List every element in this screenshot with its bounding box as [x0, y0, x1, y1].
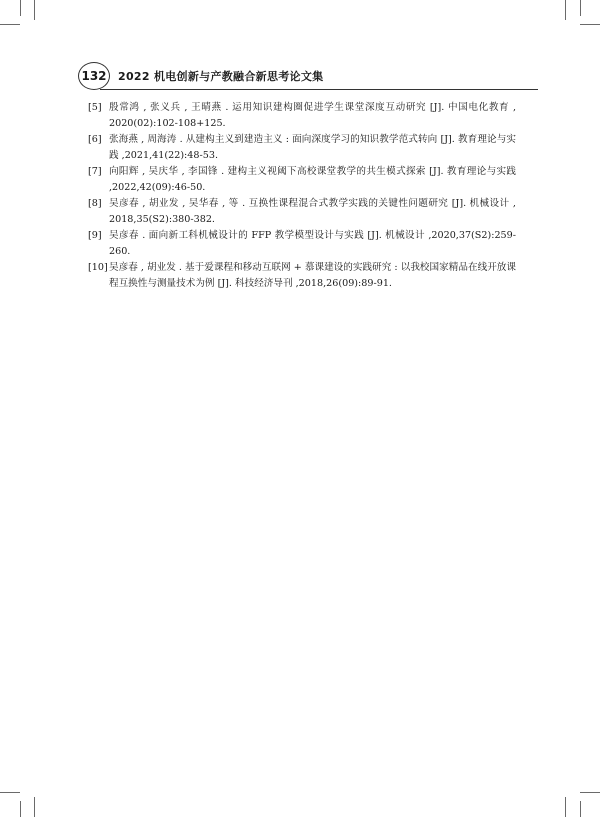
- page-header: [78, 62, 538, 90]
- reference-text: 张海燕 , 周海涛 . 从建构主义到建造主义 : 面向深度学习的知识教学范式转向 [J]. 教育理论与实践 ,2021,41(22):48-53.: [109, 134, 516, 161]
- crop-mark: [0, 792, 20, 793]
- crop-mark: [0, 24, 20, 25]
- header-rule: [100, 89, 538, 90]
- crop-mark: [565, 797, 566, 817]
- reference-item: [88, 100, 516, 132]
- reference-text: 殷常鸿 , 张义兵 , 王晴燕 . 运用知识建构圈促进学生课堂深度互动研究 [J]. 中国电化教育 , 2020(02):102-108+125.: [109, 102, 516, 129]
- header-title: 2022 机电创新与产教融合新思考论文集: [118, 70, 324, 83]
- reference-text: 吴彦春 , 胡业发 . 基于爱课程和移动互联网 + 慕课建设的实践研究 : 以我校国家精品在线开放课程互换性与测量技术为例 [J]. 科技经济导刊 ,2018,26(09):89-91.: [109, 262, 516, 289]
- page-number: 132: [78, 62, 110, 90]
- crop-mark: [34, 0, 35, 20]
- reference-text: 向阳辉 , 吴庆华 , 李国锋 . 建构主义视阈下高校课堂教学的共生模式探索 [J]. 教育理论与实践 ,2022,42(09):46-50.: [109, 166, 516, 193]
- reference-number: [8]: [88, 198, 102, 209]
- crop-mark: [34, 797, 35, 817]
- crop-mark: [20, 0, 21, 16]
- reference-number: [10]: [88, 262, 108, 273]
- reference-number: [5]: [88, 102, 102, 113]
- reference-item: [88, 260, 516, 292]
- reference-text: 吴彦春 . 面向新工科机械设计的 FFP 教学模型设计与实践 [J]. 机械设计 ,2020,37(S2):259-260.: [109, 230, 516, 257]
- reference-item: [88, 132, 516, 164]
- reference-number: [6]: [88, 134, 102, 145]
- reference-item: [88, 164, 516, 196]
- crop-mark: [20, 801, 21, 817]
- reference-item: [88, 196, 516, 228]
- crop-mark: [580, 0, 581, 16]
- reference-item: [88, 228, 516, 260]
- crop-mark: [580, 24, 600, 25]
- reference-text: 吴彦春 , 胡业发 , 吴华春 , 等 . 互换性课程混合式教学实践的关键性问题研究 [J]. 机械设计 , 2018,35(S2):380-382.: [109, 198, 516, 225]
- reference-list: [88, 100, 516, 292]
- crop-mark: [580, 792, 600, 793]
- reference-number: [7]: [88, 166, 102, 177]
- reference-number: [9]: [88, 230, 102, 241]
- crop-mark: [565, 0, 566, 20]
- crop-mark: [580, 801, 581, 817]
